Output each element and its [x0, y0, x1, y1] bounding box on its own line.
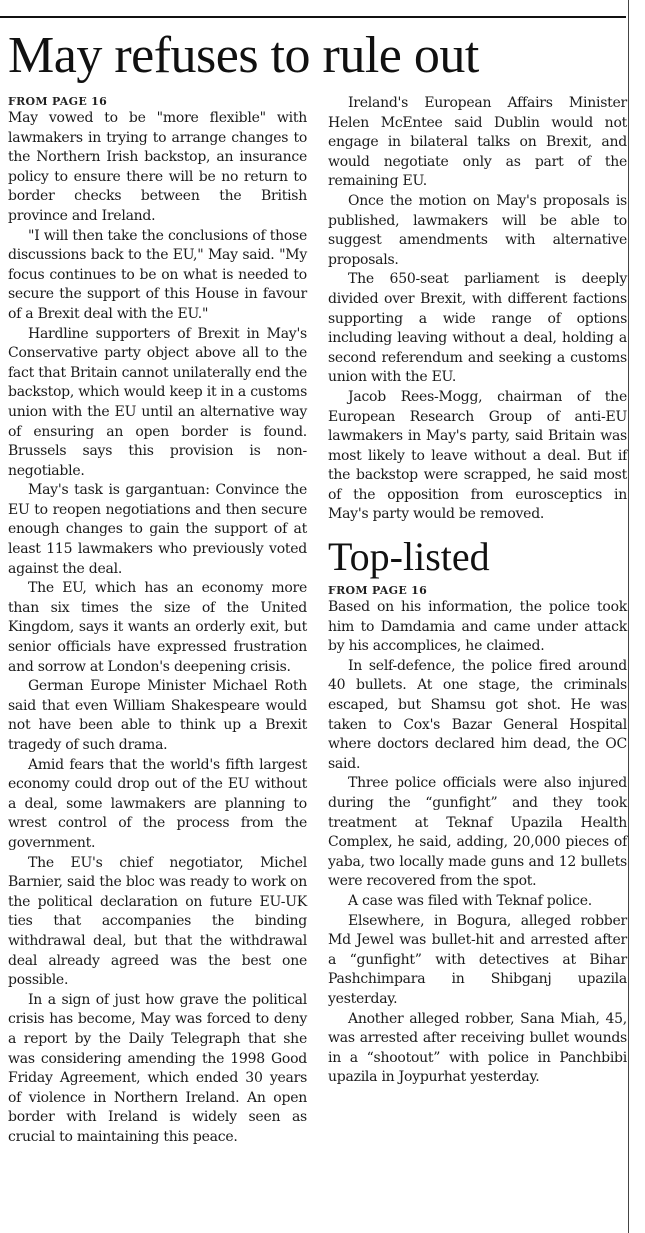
story-paragraph: Amid fears that the world's fifth largest economy could drop out of the EU without a deal, some lawmakers are planning to wrest control of the process from the government.	[8, 756, 307, 851]
story-paragraph: Jacob Rees-Mogg, chairman of the European Research Group of anti-EU lawmakers in May's party, said Britain was most likely to leave without a deal. But if the backstop were scrapped, he said most of the opposition from eurosceptics in May's party would be removed.	[328, 388, 627, 523]
story-paragraph: In a sign of just how grave the political crisis has become, May was forced to deny a report by the Daily Telegraph that she was considering amending the 1998 Good Friday Agreement, which ended 30 years of violence in Northern Ireland. An open border with Ireland is widely seen as crucial to maintaining this peace.	[8, 991, 307, 1145]
story-paragraph: Hardline supporters of Brexit in May's Conservative party object above all to the fact that Britain cannot unilaterally end the backstop, which would keep it in a customs union with the EU until an alternative way of ensuring an open border is found. Brussels says this provision is non-negotiable.	[8, 325, 307, 479]
story-paragraph: German Europe Minister Michael Roth said that even William Shakespeare would not have been able to think up a Brexit tragedy of such drama.	[8, 678, 307, 753]
story-column-left	[8, 94, 307, 1147]
story2-paragraph: Another alleged robber, Sana Miah, 45, was arrested after receiving bullet wounds in a “shootout” with police in Panchbibi upazila in Joypurhat yesterday.	[328, 1010, 627, 1086]
column-rule-right	[628, 0, 629, 1233]
story-column-right	[328, 94, 627, 1088]
top-rule	[0, 16, 626, 18]
story2-headline: Top-listed	[328, 534, 490, 580]
story2-paragraph: Elsewhere, in Bogura, alleged robber Md Jewel was bullet-hit and arrested after a “gunfight” with detectives at Bihar Pashchimpara in Shibganj upazila yesterday.	[328, 912, 627, 1007]
story-paragraph: Once the motion on May's proposals is published, lawmakers will be able to suggest amendments with alternative proposals.	[328, 192, 627, 268]
story2-paragraph: A case was filed with Teknaf police.	[348, 892, 592, 909]
story-paragraph: The EU, which has an economy more than six times the size of the United Kingdom, says it wants an orderly exit, but senior officials have expressed frustration and sorrow at London's deepening crisis.	[8, 580, 307, 675]
story-paragraph: May's task is gargantuan: Convince the EU to reopen negotiations and then secure enough changes to gain the support of at least 115 lawmakers who previously voted against the deal.	[8, 482, 307, 577]
story-paragraph: May vowed to be "more flexible" with lawmakers in trying to arrange changes to the Northern Irish backstop, an insurance policy to ensure there will be no return to border checks between the British province and Ireland.	[8, 110, 307, 224]
story-paragraph: "I will then take the conclusions of those discussions back to the EU," May said. "My focus continues to be on what is needed to secure the support of this House in favour of a Brexit deal with the EU."	[8, 227, 307, 322]
story2-paragraph: Three police officials were also injured during the “gunfight” and they took treatment at Teknaf Upazila Health Complex, he said, adding, 20,000 pieces of yaba, two locally made guns and 12 bullets were recovered from the spot.	[328, 775, 627, 890]
story2-paragraph: In self-defence, the police fired around 40 bullets. At one stage, the criminals escaped, but Shamsu got shot. He was taken to Cox's Bazar General Hospital where doctors declared him dead, the OC said.	[328, 657, 627, 772]
story-headline: May refuses to rule out	[8, 27, 479, 84]
story2-paragraph: Based on his information, the police took him to Damdamia and came under attack by his accomplices, he claimed.	[328, 599, 627, 655]
story-paragraph: The 650-seat parliament is deeply divided over Brexit, with different factions supporting a wide range of options including leaving without a deal, holding a second referendum and seeking a customs union with the EU.	[328, 271, 627, 386]
story2-kicker: FROM PAGE 16	[328, 584, 428, 598]
story-paragraph: The EU's chief negotiator, Michel Barnier, said the bloc was ready to work on the political declaration on future EU-UK ties that accompanies the binding withdrawal deal, but that the withdrawal deal already agreed was the best one possible.	[8, 854, 307, 989]
story-paragraph: Ireland's European Affairs Minister Helen McEntee said Dublin would not engage in bilateral talks on Brexit, and would negotiate only as part of the remaining EU.	[328, 95, 627, 190]
story-kicker: FROM PAGE 16	[8, 95, 108, 108]
